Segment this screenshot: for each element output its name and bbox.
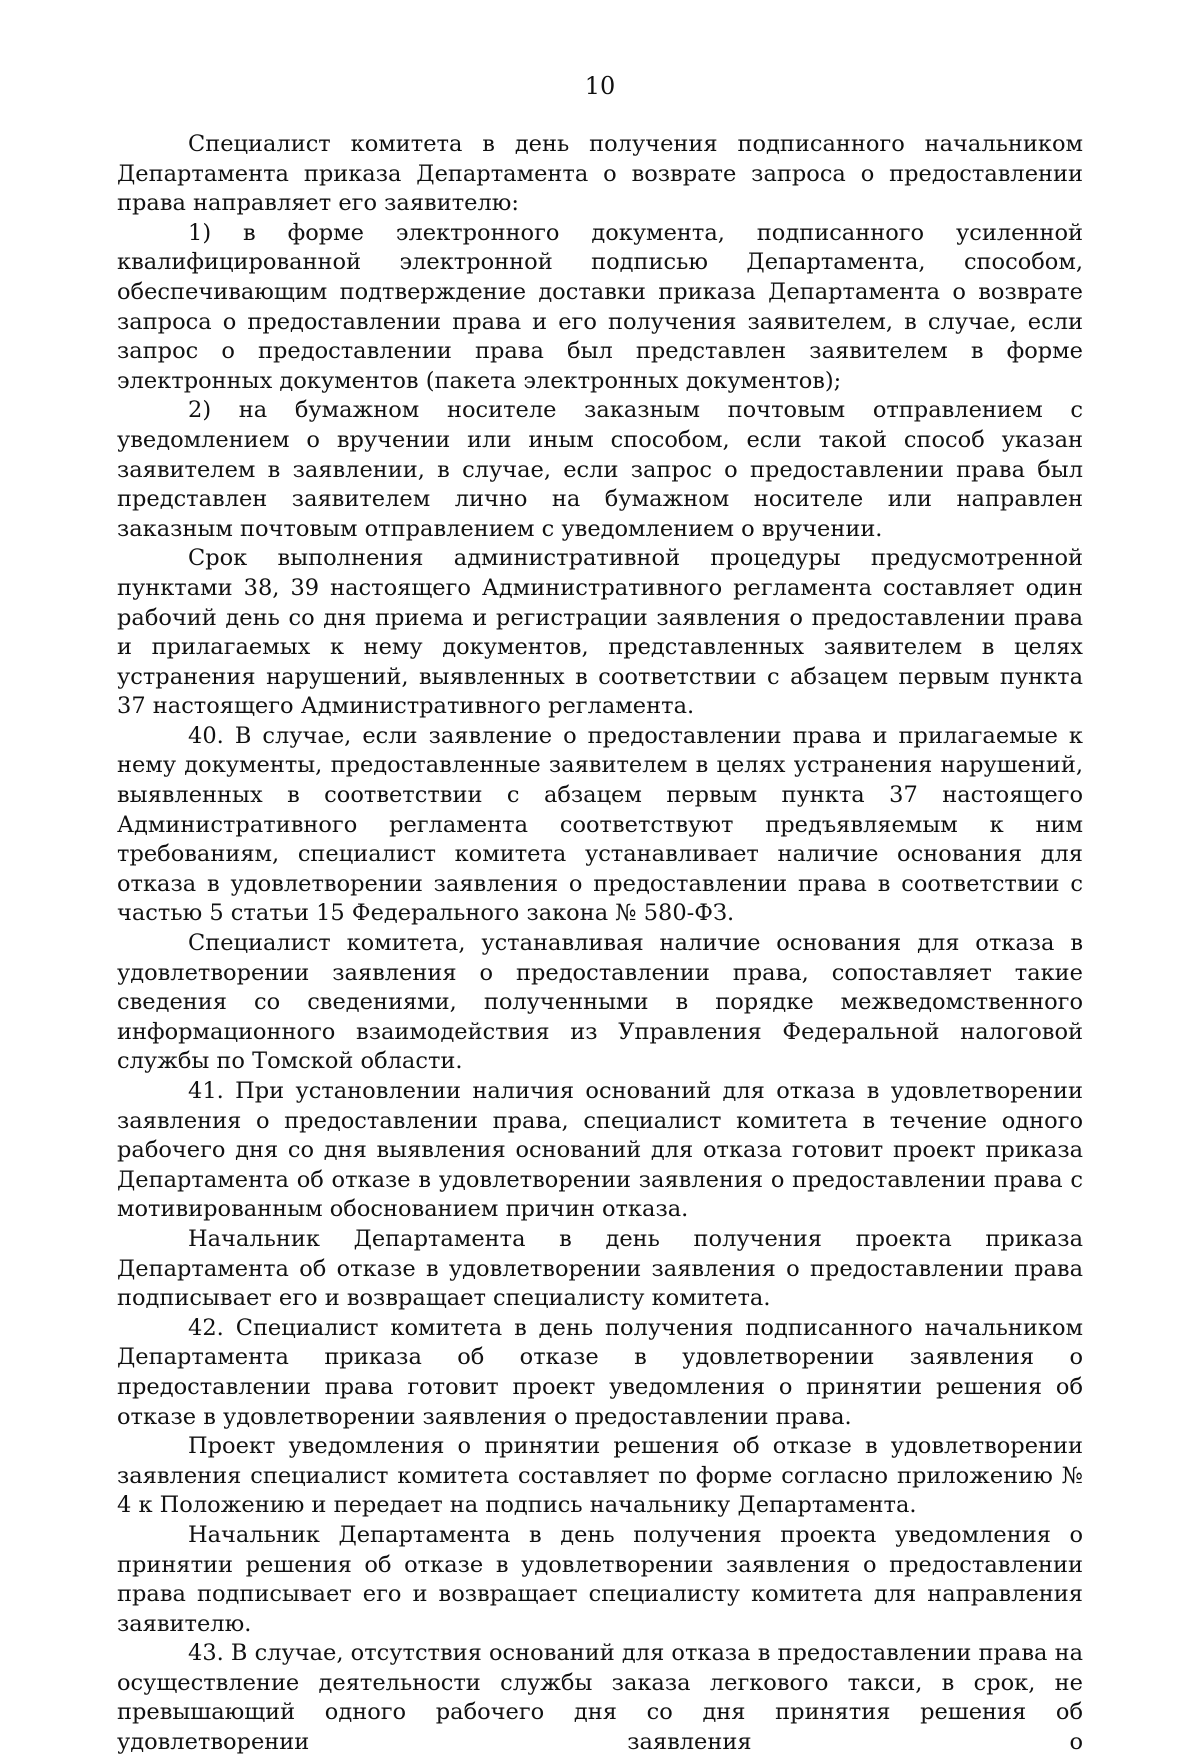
paragraph: Срок выполнения административной процедуры предусмотренной пунктами 38, 39 настоящего Административного регламента составляет один рабочий день со дня приема и регистрации заявления о предоставлении права и прилагаемых к нему документов, представленных заявителем в целях устранения нарушений, выявленных в соответствии с абзацем первым пункта 37 настоящего Административного регламента. — [117, 545, 1083, 720]
paragraph: 40. В случае, если заявление о предоставлении права и прилагаемые к нему документы, предоставленные заявителем в целях устранения нарушений, выявленных в соответствии с абзацем первым пункта 37 настоящего Административного регламента соответствуют предъявляемым к ним требованиям, специалист комитета устанавливает наличие основания для отказа в удовлетворении заявления о предоставлении права в соответствии с частью 5 статьи 15 Федерального закона № 580-ФЗ. — [117, 722, 1083, 927]
paragraph: 2) на бумажном носителе заказным почтовым отправлением с уведомлением о вручении или иным способом, если такой способ указан заявителем в заявлении, в случае, если запрос о предоставлении права был представлен заявителем лично на бумажном носителе или направлен заказным почтовым отправлением с уведомлением о вручении. — [117, 397, 1083, 542]
paragraph: Начальник Департамента в день получения проекта приказа Департамента об отказе в удовлетворении заявления о предоставлении права подписывает его и возвращает специалисту комитета. — [117, 1225, 1083, 1312]
paragraph: Специалист комитета, устанавливая наличие основания для отказа в удовлетворении заявления о предоставлении права, сопоставляет такие сведения со сведениями, полученными в порядке межведомственного информационного взаимодействия из Управления Федеральной налоговой службы по Томской области. — [117, 930, 1083, 1075]
paragraph: Начальник Департамента в день получения проекта уведомления о принятии решения об отказе в удовлетворении заявления о предоставлении права подписывает его и возвращает специалисту комитета для направления заявителю. — [117, 1521, 1083, 1637]
paragraph: 42. Специалист комитета в день получения подписанного начальником Департамента приказа об отказе в удовлетворении заявления о предоставлении права готовит проект уведомления о принятии решения об отказе в удовлетворении заявления о предоставлении права. — [117, 1314, 1083, 1430]
document-body — [117, 130, 1083, 1758]
paragraph: Проект уведомления о принятии решения об отказе в удовлетворении заявления специалист комитета составляет по форме согласно приложению № 4 к Положению и передает на подпись начальнику Департамента. — [117, 1433, 1083, 1519]
paragraph: Специалист комитета в день получения подписанного начальником Департамента приказа Департамента о возврате запроса о предоставлении права направляет его заявителю: — [117, 131, 1083, 217]
paragraph: 41. При установлении наличия оснований для отказа в удовлетворении заявления о предоставлении права, специалист комитета в течение одного рабочего дня со дня выявления оснований для отказа готовит проект приказа Департамента об отказе в удовлетворении заявления о предоставлении права с мотивированным обоснованием причин отказа. — [117, 1078, 1083, 1223]
page-number: 10 — [584, 72, 616, 100]
paragraph: 1) в форме электронного документа, подписанного усиленной квалифицированной электронной подписью Департамента, способом, обеспечивающим подтверждение доставки приказа Департамента о возврате запроса о предоставлении права и его получения заявителем, в случае, если запрос о предоставлении права был представлен заявителем в форме электронных документов (пакета электронных документов); — [117, 219, 1083, 394]
paragraph: 43. В случае, отсутствия оснований для отказа в предоставлении права на осуществление деятельности службы заказа легкового такси, в срок, не превышающий одного рабочего дня со дня принятия решения об удовлетворении заявления о — [117, 1640, 1083, 1756]
